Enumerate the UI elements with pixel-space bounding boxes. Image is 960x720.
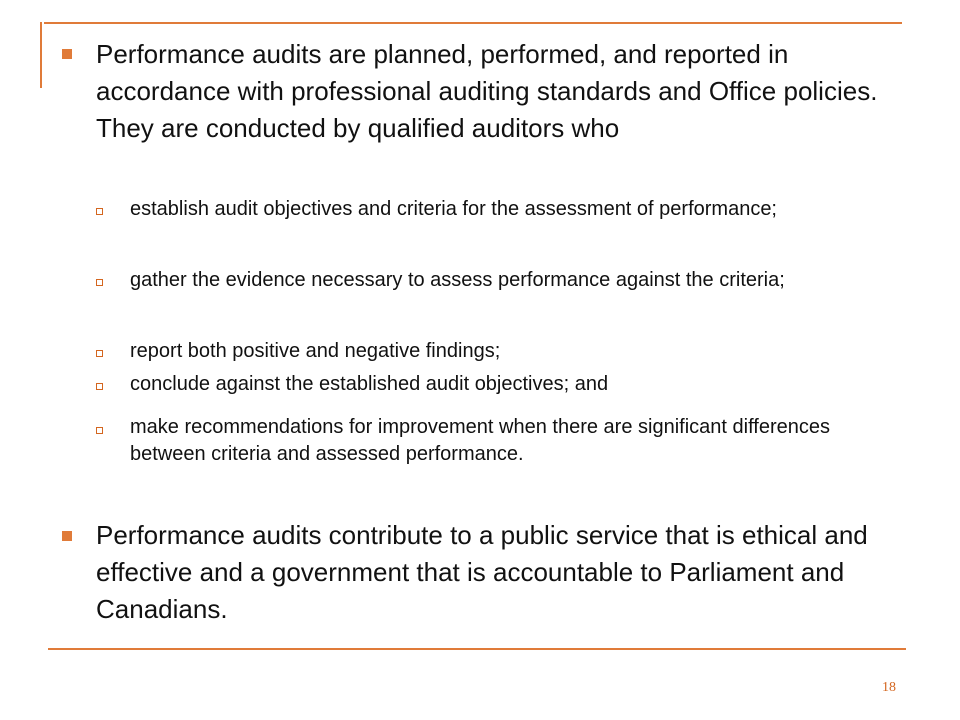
bullet-text-1: Performance audits are planned, performed, and reported in accordance with professional auditing standards and Office policies. They are conducted by qualified auditors who bbox=[96, 39, 878, 143]
left-accent-rule bbox=[40, 22, 42, 88]
sub-bullet-text-4: conclude against the established audit objectives; and bbox=[130, 373, 609, 395]
bullet-square-icon bbox=[62, 531, 72, 541]
page-number: 18 bbox=[882, 680, 896, 695]
sub-bullet-square-icon bbox=[96, 383, 103, 390]
top-accent-rule bbox=[44, 22, 902, 24]
sub-bullet-text-1: establish audit objectives and criteria for the assessment of performance; bbox=[130, 198, 777, 220]
bottom-accent-rule bbox=[48, 648, 906, 650]
sub-bullet-square-icon bbox=[96, 279, 103, 286]
sub-bullet-square-icon bbox=[96, 208, 103, 215]
bullet-square-icon bbox=[62, 49, 72, 59]
sub-bullet-text-3: report both positive and negative findings; bbox=[130, 340, 501, 362]
sub-bullet-text-2: gather the evidence necessary to assess performance against the criteria; bbox=[130, 269, 785, 291]
sub-bullet-square-icon bbox=[96, 427, 103, 434]
bullet-text-2: Performance audits contribute to a public service that is ethical and effective and a government that is accountable to Parliament and Canadians. bbox=[96, 520, 868, 624]
sub-bullet-square-icon bbox=[96, 350, 103, 357]
sub-bullet-text-5: make recommendations for improvement when there are significant differences between criteria and assessed performance. bbox=[130, 416, 830, 465]
